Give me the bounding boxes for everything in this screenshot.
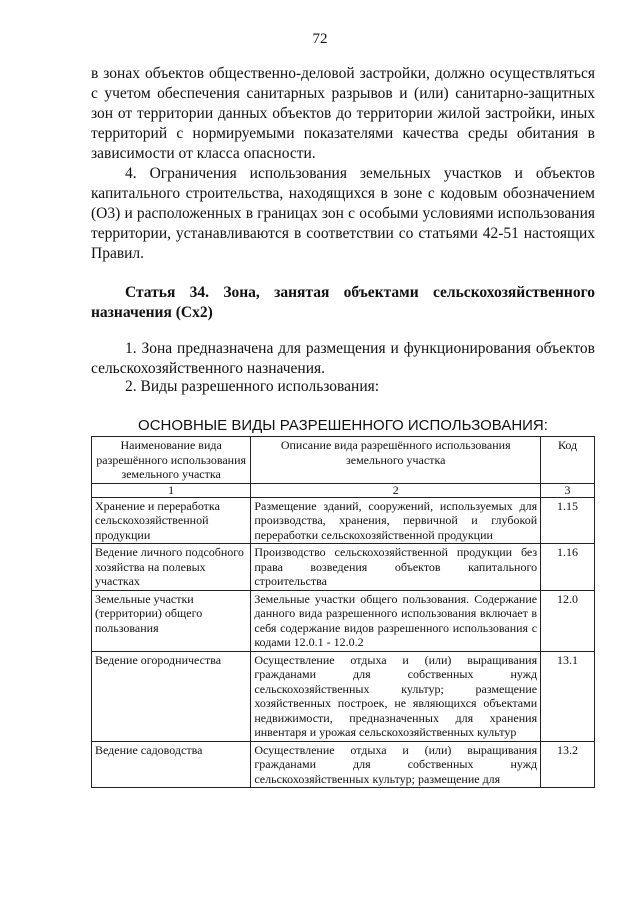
table-row [92,590,595,651]
use-name: Ведение огородничества [92,651,251,741]
table-caption: ОСНОВНЫЕ ВИДЫ РАЗРЕШЕННОГО ИСПОЛЬЗОВАНИЯ: [138,417,548,434]
use-description: Производство сельскохозяйственной продукции без права возведения объектов капитального строительства [251,544,541,591]
use-description: Осуществление отдыха и (или) выращивания гражданами для собственных нужд сельскохозяйственных культур; размещение хозяйственных построек, не являющихся объектами недвижимости, предназначенных для хранения инвентаря и урожая сельскохозяйственных культур [251,651,541,741]
header-description: Описание вида разрешённого использования земельного участка [251,437,541,484]
column-number: 2 [251,483,541,497]
table-header-row [92,437,595,484]
table-row [92,741,595,788]
use-name: Хранение и переработка сельскохозяйственной продукции [92,497,251,544]
paragraph-restrictions: 4. Ограничения использования земельных участков и объектов капитального строительства, находящихся в зоне с кодовым обозначением (О3) и расположенных в границах зон с особыми условиями использования территории, устанавливаются в соответствии со статьями 42-51 настоящих Правил. [91,165,595,262]
paragraph-zone-purpose: 1. Зона предназначена для размещения и функционирования объектов сельскохозяйственного назначения. [91,340,595,377]
use-code: 13.1 [541,651,595,741]
column-number-row [92,483,595,497]
use-description: Земельные участки общего пользования. Содержание данного вида разрешенного использования включает в себя содержание видов разрешенного использования с кодами 12.0.1 - 12.0.2 [251,590,541,651]
permitted-uses-table [91,436,595,788]
use-code: 1.15 [541,497,595,544]
column-number: 3 [541,483,595,497]
header-code: Код [541,437,595,484]
use-code: 1.16 [541,544,595,591]
use-name: Земельные участки (территории) общего пользования [92,590,251,651]
header-name: Наименование вида разрешённого использования земельного участка [92,437,251,484]
use-description: Размещение зданий, сооружений, используемых для производства, хранения, первичной и глубокой переработки сельскохозяйственной продукции [251,497,541,544]
table-row [92,651,595,741]
article-heading: Статья 34. Зона, занятая объектами сельскохозяйственного назначения (Сх2) [91,284,595,321]
use-description: Осуществление отдыха и (или) выращивания гражданами для собственных нужд сельскохозяйственных культур; размещение для [251,741,541,788]
table-row [92,544,595,591]
use-code: 13.2 [541,741,595,788]
table-row [92,497,595,544]
use-name: Ведение садоводства [92,741,251,788]
paragraph-permitted-uses: 2. Виды разрешенного использования: [125,378,380,395]
paragraph-sanitary-zones: в зонах объектов общественно-деловой застройки, должно осуществляться с учетом обеспечения санитарных разрывов и (или) санитарно-защитных зон от территории данных объектов до территории жилой застройки, иных территорий с нормируемыми показателями качества среды обитания в зависимости от класса опасности. [91,65,595,162]
use-code: 12.0 [541,590,595,651]
use-name: Ведение личного подсобного хозяйства на полевых участках [92,544,251,591]
page-number: 72 [312,31,328,47]
column-number: 1 [92,483,251,497]
